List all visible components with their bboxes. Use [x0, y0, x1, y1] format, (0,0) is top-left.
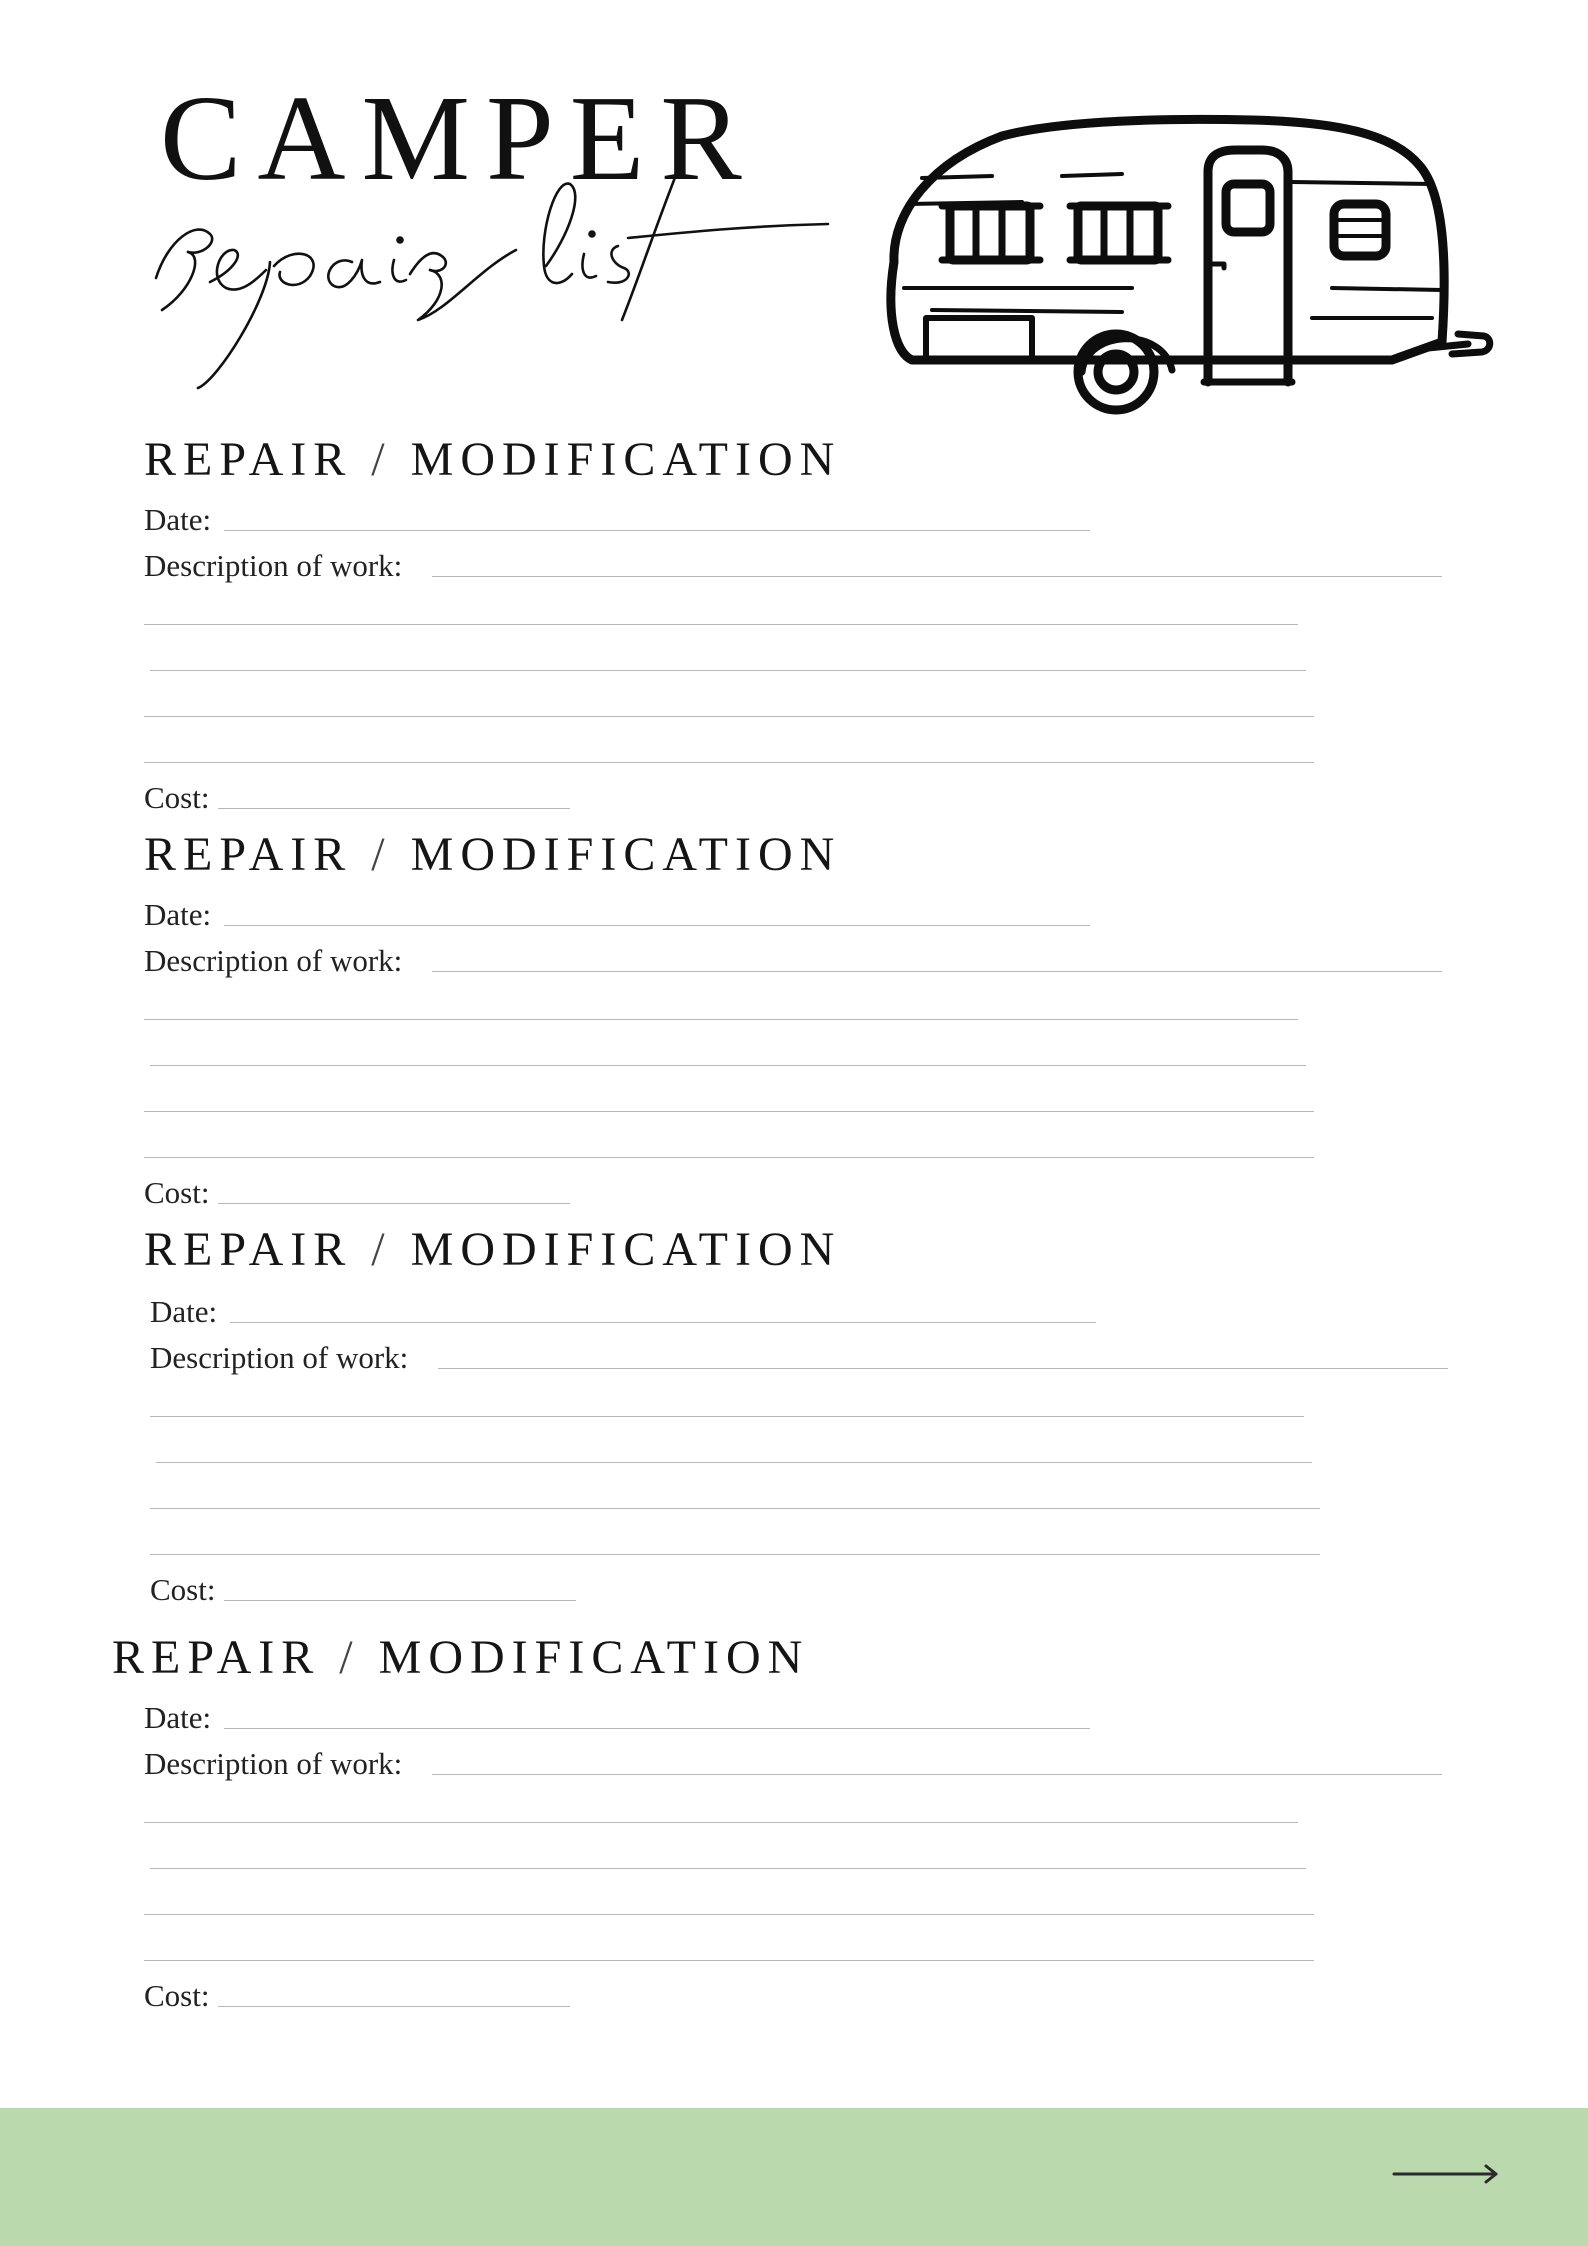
description-line-2[interactable] — [156, 1462, 1312, 1463]
repair-section-1 — [144, 433, 1344, 816]
cost-label: Cost: — [144, 780, 210, 815]
date-input-line[interactable] — [224, 530, 1090, 531]
description-input-line[interactable] — [438, 1368, 1448, 1369]
date-label: Date: — [144, 1700, 212, 1735]
description-line-3[interactable] — [144, 1914, 1314, 1915]
description-line-1[interactable] — [144, 1019, 1298, 1020]
section-heading — [144, 828, 842, 881]
description-line-1[interactable] — [144, 624, 1298, 625]
section-heading-right: MODIFICATION — [410, 433, 842, 486]
camper-trailer-icon — [872, 112, 1504, 424]
section-heading-right: MODIFICATION — [410, 828, 842, 881]
section-heading-left: REPAIR — [144, 828, 353, 881]
date-label: Date: — [144, 502, 212, 537]
section-heading-separator: / — [371, 828, 392, 881]
description-line-2[interactable] — [150, 1065, 1306, 1066]
description-line-3[interactable] — [144, 716, 1314, 717]
cost-input-line[interactable] — [218, 2006, 570, 2007]
repair-section-3 — [144, 1223, 1344, 1607]
section-heading-left: REPAIR — [112, 1631, 321, 1684]
date-input-line[interactable] — [230, 1322, 1096, 1323]
section-heading-right: MODIFICATION — [378, 1631, 810, 1684]
cost-input-line[interactable] — [218, 1203, 570, 1204]
section-heading — [112, 1631, 810, 1684]
description-line-1[interactable] — [144, 1822, 1298, 1823]
date-input-line[interactable] — [224, 1728, 1090, 1729]
cost-input-line[interactable] — [224, 1600, 576, 1601]
page-title: CAMPER — [160, 71, 758, 206]
footer-bar — [0, 2108, 1588, 2246]
description-line-4[interactable] — [144, 762, 1314, 763]
section-heading-separator: / — [339, 1631, 360, 1684]
section-heading-separator: / — [371, 433, 392, 486]
description-line-4[interactable] — [144, 1157, 1314, 1158]
section-heading-right: MODIFICATION — [410, 1223, 842, 1276]
description-line-3[interactable] — [150, 1508, 1320, 1509]
cost-input-line[interactable] — [218, 808, 570, 809]
section-heading-left: REPAIR — [144, 1223, 353, 1276]
repair-section-2 — [144, 828, 1344, 1211]
description-input-line[interactable] — [432, 576, 1442, 577]
repair-section-4 — [112, 1631, 1312, 2014]
cost-label: Cost: — [144, 1175, 210, 1210]
description-label: Description of work: — [150, 1340, 409, 1375]
section-heading — [144, 1223, 842, 1276]
description-input-line[interactable] — [432, 971, 1442, 972]
description-line-2[interactable] — [150, 670, 1306, 671]
description-line-2[interactable] — [150, 1868, 1306, 1869]
section-heading-left: REPAIR — [144, 433, 353, 486]
date-label: Date: — [144, 897, 212, 932]
cost-label: Cost: — [150, 1572, 216, 1607]
section-heading — [144, 433, 842, 486]
description-label: Description of work: — [144, 1746, 403, 1781]
arrow-right-icon[interactable] — [1392, 2162, 1500, 2186]
date-label: Date: — [150, 1294, 218, 1329]
description-line-3[interactable] — [144, 1111, 1314, 1112]
description-label: Description of work: — [144, 548, 403, 583]
cost-label: Cost: — [144, 1978, 210, 2013]
date-input-line[interactable] — [224, 925, 1090, 926]
section-heading-separator: / — [371, 1223, 392, 1276]
description-line-1[interactable] — [150, 1416, 1304, 1417]
script-lettering-icon — [148, 170, 838, 390]
page-subtitle-script — [148, 170, 838, 390]
description-label: Description of work: — [144, 943, 403, 978]
description-input-line[interactable] — [432, 1774, 1442, 1775]
description-line-4[interactable] — [144, 1960, 1314, 1961]
description-line-4[interactable] — [150, 1554, 1320, 1555]
